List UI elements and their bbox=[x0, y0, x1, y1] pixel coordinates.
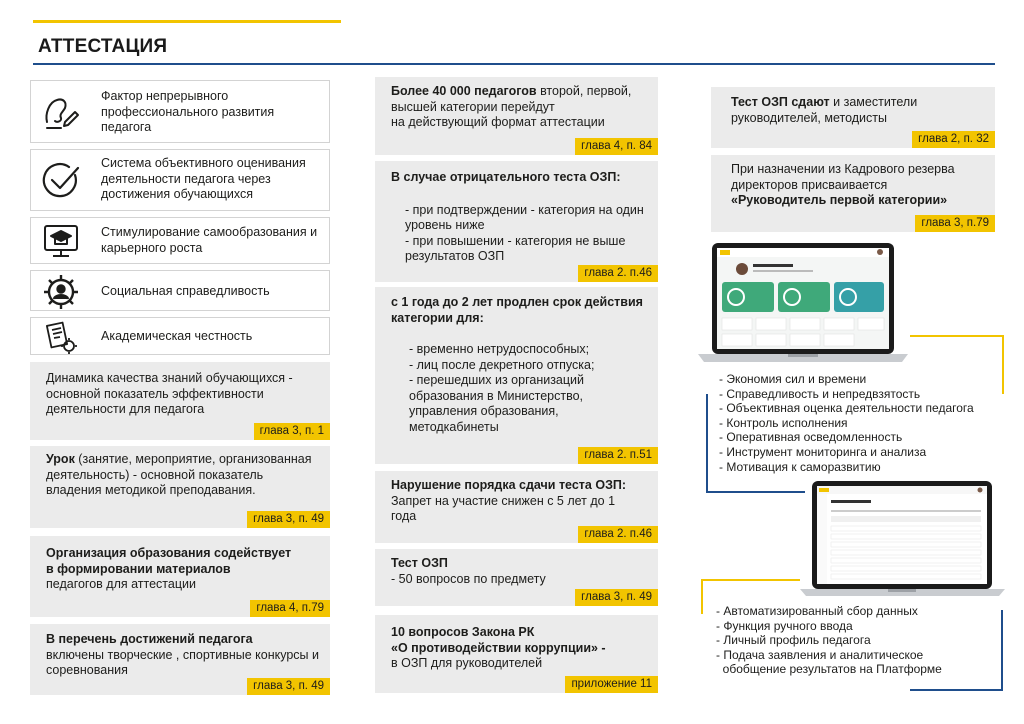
title-underline bbox=[33, 63, 995, 65]
reference-badge: приложение 11 bbox=[565, 676, 658, 693]
checkmark-icon bbox=[41, 161, 81, 201]
info-bold: «Руководитель первой категории» bbox=[731, 193, 948, 207]
info-box bbox=[30, 536, 330, 617]
info-bold: В перечень достижений педагога bbox=[46, 632, 253, 646]
list-item: - Экономия сил и времени bbox=[719, 372, 867, 386]
list-item: - Личный профиль педагога bbox=[716, 633, 871, 648]
info-text: и заместители руководителей, методисты bbox=[731, 95, 918, 125]
pen-person-icon bbox=[41, 92, 81, 132]
reference-badge: глава 4, п.79 bbox=[250, 600, 330, 617]
info-box bbox=[30, 446, 330, 528]
feature-text: Фактор непрерывного профессионального развития педагога bbox=[101, 89, 275, 134]
info-bold: Тест ОЗП сдают bbox=[731, 95, 830, 109]
info-bold: с 1 года до 2 лет продлен срок действия категории для: bbox=[391, 295, 643, 325]
info-text: Запрет на участие снижен с 5 лет до 1 года bbox=[391, 493, 616, 523]
info-bold: в формировании материалов bbox=[46, 561, 231, 576]
feature-text: Социальная справедливость bbox=[101, 284, 270, 298]
info-bold: «О противодействии коррупции» - bbox=[391, 640, 606, 655]
list-item: - Справедливость и непредвзятость bbox=[719, 386, 921, 401]
reference-badge: глава 2, п. 32 bbox=[912, 131, 995, 148]
feature-card bbox=[30, 217, 330, 264]
top-accent-line bbox=[33, 20, 341, 23]
reference-badge: глава 3, п. 49 bbox=[247, 678, 330, 695]
info-text: второй, первой, высшей категории перейдут bbox=[391, 84, 632, 114]
page-title: АТТЕСТАЦИЯ bbox=[38, 36, 168, 57]
reference-badge: глава 3, п. 49 bbox=[247, 511, 330, 528]
info-text: - при повышении - категория не выше результатов ОЗП bbox=[405, 233, 626, 263]
info-bold: Нарушение порядка сдачи теста ОЗП: bbox=[391, 478, 627, 492]
info-text: включены творческие , спортивные конкурсы и соревнования bbox=[46, 647, 319, 677]
reference-badge: глава 3, п.79 bbox=[915, 215, 995, 232]
feature-text: Система объективного оценивания деятельности педагога через достижения обучающихся bbox=[101, 156, 306, 201]
info-text: - временно нетрудоспособных; bbox=[409, 342, 590, 356]
info-box bbox=[375, 615, 658, 693]
info-box bbox=[711, 155, 995, 232]
reference-badge: глава 2. п.46 bbox=[578, 526, 658, 543]
info-bold: Тест ОЗП bbox=[391, 556, 448, 570]
info-bold: Урок bbox=[46, 452, 75, 466]
reference-badge: глава 3, п. 49 bbox=[575, 589, 658, 606]
info-bold: Более 40 000 педагогов bbox=[391, 84, 537, 98]
list-item: - Автоматизированный сбор данных bbox=[716, 604, 918, 618]
info-box bbox=[375, 471, 658, 543]
reference-badge: глава 2. п.51 bbox=[578, 447, 658, 464]
list-item: - Объективная оценка деятельности педагога bbox=[719, 401, 974, 416]
info-text: При назначении из Кадрового резерва директоров присваивается bbox=[731, 162, 955, 192]
feature-card bbox=[30, 149, 330, 211]
info-text: (занятие, мероприятие, организованная деятельность) - основной показатель владения методикой преподавания. bbox=[46, 452, 312, 497]
list-item: обобщение результатов на Платформе bbox=[716, 662, 942, 677]
info-text: - при подтверждении - категория на один уровень ниже bbox=[405, 202, 644, 232]
feature-card bbox=[30, 270, 330, 311]
feature-text: Академическая честность bbox=[101, 329, 253, 343]
info-bold: В случае отрицательного теста ОЗП: bbox=[391, 170, 621, 184]
list-item: - Контроль исполнения bbox=[719, 415, 848, 430]
info-box bbox=[375, 549, 658, 606]
info-box bbox=[375, 161, 658, 282]
feature-text: Стимулирование самообразования и карьерного роста bbox=[101, 225, 318, 255]
benefits-list bbox=[719, 372, 1004, 474]
info-text: - перешедших из организаций образования в Министерство, управления образования, методкабинеты bbox=[409, 373, 585, 434]
info-box bbox=[30, 624, 330, 695]
info-bold: Организация образования содействует bbox=[46, 546, 292, 560]
info-text: - 50 вопросов по предмету bbox=[391, 571, 546, 586]
list-item: - Оперативная осведомленность bbox=[719, 430, 903, 445]
list-item: - Инструмент мониторинга и анализа bbox=[719, 444, 927, 459]
gear-person-icon bbox=[41, 272, 81, 312]
list-item: - Мотивация к саморазвитию bbox=[719, 459, 881, 474]
info-box bbox=[30, 362, 330, 440]
list-item: - Функция ручного ввода bbox=[716, 618, 853, 633]
info-text: Динамика качества знаний обучающихся - основной показатель эффективности деятельности для педагога bbox=[46, 371, 293, 416]
reference-badge: глава 4, п. 84 bbox=[575, 138, 658, 155]
document-gear-icon bbox=[41, 318, 81, 358]
info-text: на действующий формат аттестации bbox=[391, 115, 605, 129]
info-box bbox=[375, 287, 658, 464]
graduation-screen-icon bbox=[41, 222, 81, 262]
feature-card bbox=[30, 317, 330, 355]
info-text: в ОЗП для руководителей bbox=[391, 656, 543, 670]
info-box bbox=[711, 87, 995, 148]
info-box bbox=[375, 77, 658, 155]
info-bold: 10 вопросов Закона РК bbox=[391, 625, 535, 639]
info-text: - лиц после декретного отпуска; bbox=[409, 357, 595, 372]
info-text: педагогов для аттестации bbox=[46, 577, 196, 591]
reference-badge: глава 3, п. 1 bbox=[254, 423, 330, 440]
reference-badge: глава 2. п.46 bbox=[578, 265, 658, 282]
list-item: - Подача заявления и аналитическое bbox=[716, 647, 924, 662]
benefits-list bbox=[716, 604, 996, 677]
feature-card bbox=[30, 80, 330, 143]
